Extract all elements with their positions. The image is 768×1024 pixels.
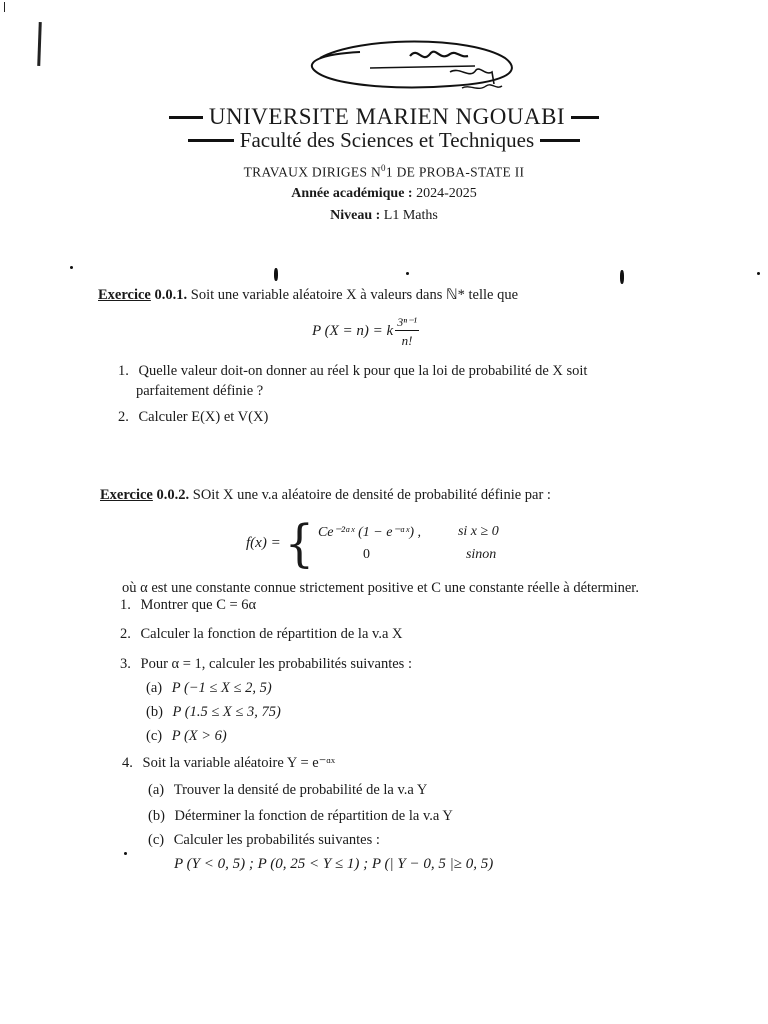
case-2-condition: sinon [465,546,497,562]
level: Niveau : L1 Maths [330,208,438,223]
faculty-line [0,128,768,153]
exercise-2-intro: SOit X une v.a aléatoire de densité de probabilité définie par : [192,487,551,503]
scan-speck [406,272,409,275]
university-name: UNIVERSITE MARIEN NGOUABI [208,104,566,129]
exercise-1-question-1-cont: parfaitement définie ? [136,383,264,399]
exercise-2-question-2: 2. Calculer la fonction de répartition de la v.a X [120,626,403,642]
scan-speck [757,272,760,275]
scan-mark [37,22,42,66]
case-2-expression: 0 [362,546,370,562]
exercise-1-intro: Soit une variable aléatoire X à valeurs dans ℕ* telle que [190,287,519,303]
exercise-number: 0.0.1. [154,287,188,303]
exercise-2-question-3a: (a) P (−1 ≤ X ≤ 2, 5) [146,680,272,696]
case-1-expression: Ce⁻²ᵅˣ (1 − e⁻ᵅˣ) , [317,524,422,540]
exercise-2-question-4b: (b) Déterminer la fonction de répartition de la v.a Y [148,808,453,824]
exercise-2-question-4c: (c) Calculer les probabilités suivantes : [148,832,380,848]
exercise-2-question-4: 4. Soit la variable aléatoire Y = e⁻ᵅˣ [122,755,336,771]
academic-year: Année académique : 2024-2025 [291,186,477,201]
exercise-2-question-4c-probabilities: P (Y < 0, 5) ; P (0, 25 < Y ≤ 1) ; P (| Y − 0, 5 |≥ 0, 5) [174,856,494,872]
scan-mark [4,2,5,12]
exercise-2-heading [100,485,551,505]
exercise-2-question-1: 1. Montrer que C = 6α [120,597,257,613]
exercise-2-question-4a: (a) Trouver la densité de probabilité de la v.a Y [148,782,428,798]
exercise-2-question-3: 3. Pour α = 1, calculer les probabilités suivantes : [120,656,412,672]
density-cases [318,524,538,563]
university-line [0,104,768,130]
exercise-2-after: où α est une constante connue strictement positive et C une constante réelle à déterminer. [122,580,639,596]
exercise-1-heading [98,285,518,305]
scan-speck [620,270,624,284]
exercise-number: 0.0.2. [156,487,190,503]
scan-speck [124,852,127,855]
left-brace: { [284,513,314,573]
exercise-2-question-3b: (b) P (1.5 ≤ X ≤ 3, 75) [146,704,281,720]
density-function [246,513,538,573]
formula-numerator: 3ⁿ⁻¹ [397,315,417,329]
density-lhs: f(x) = [246,534,281,551]
signature-image [300,28,530,108]
formula-denominator: n! [401,333,413,348]
scan-speck [70,266,73,269]
exercise-2-question-3c: (c) P (X > 6) [146,728,227,744]
exercise-1-question-1: 1. Quelle valeur doit-on donner au réel k pour que la loi de probabilité de X soit [118,363,588,379]
formula-lhs: P (X = n) = k [312,323,394,339]
exercise-1-formula [312,316,419,347]
rule-left [169,116,203,119]
exercise-1-question-2: 2. Calculer E(X) et V(X) [118,409,269,425]
formula-fraction [395,316,419,347]
case-1-condition: si x ≥ 0 [457,523,499,539]
rule-right [571,116,599,119]
rule-right [540,139,580,142]
rule-left [188,139,234,142]
faculty-name: Faculté des Sciences et Techniques [239,128,535,152]
exercise-label: Exercice [98,287,151,303]
scan-speck [274,268,278,281]
td-title: TRAVAUX DIRIGES $N^01$ DE PROBA-STATE II [243,163,525,180]
exercise-label: Exercice [100,487,153,503]
